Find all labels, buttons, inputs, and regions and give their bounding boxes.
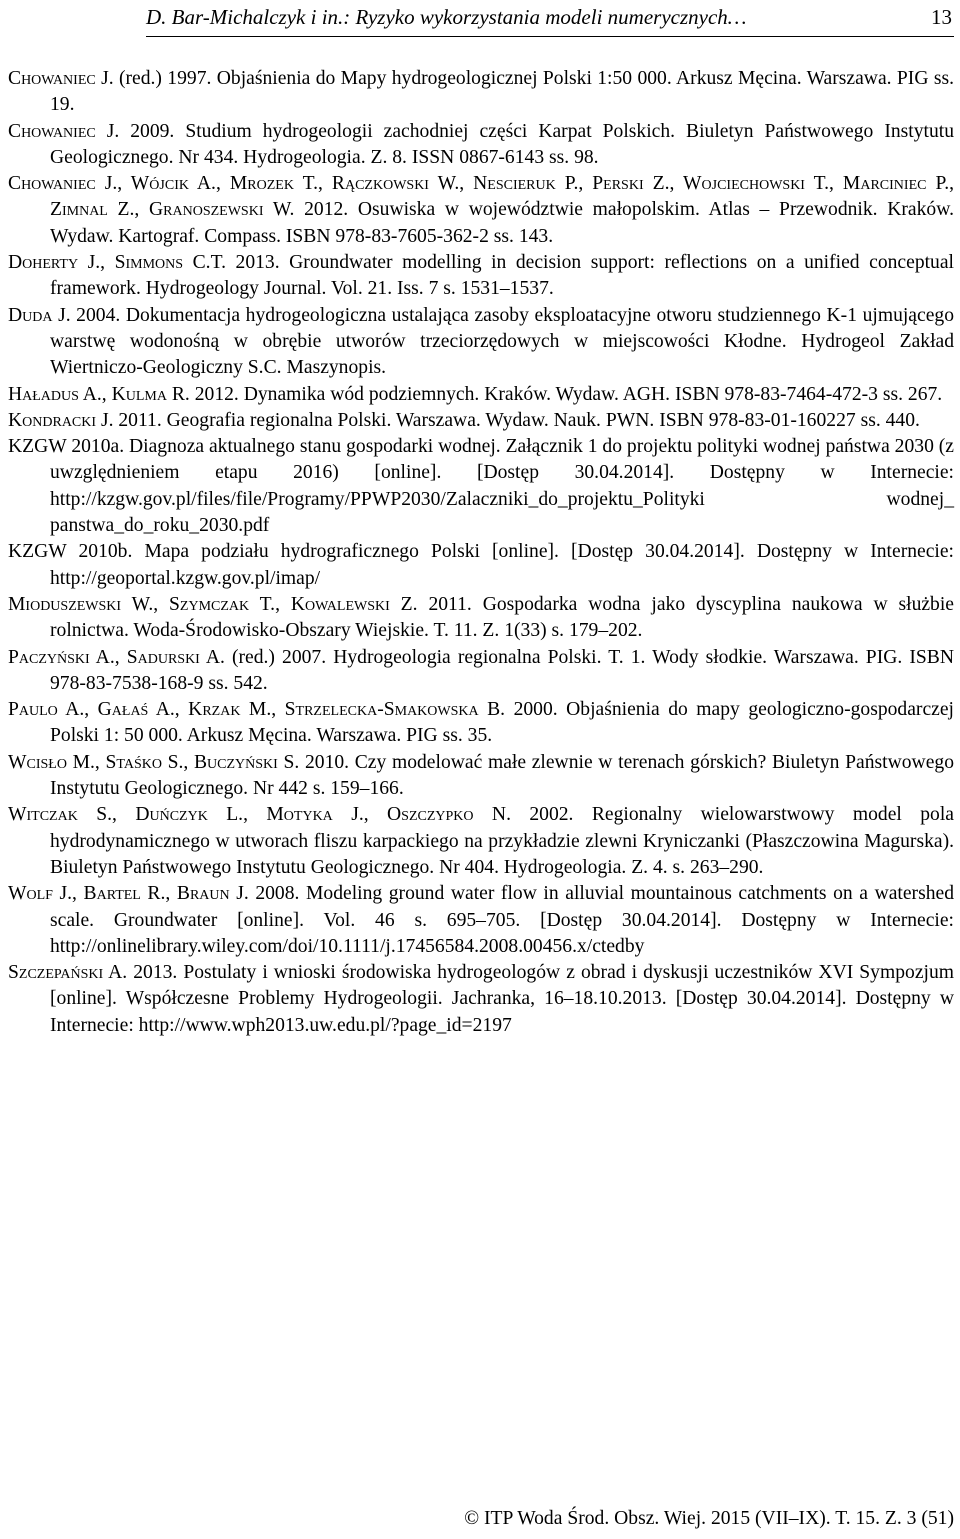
running-header (146, 2, 954, 32)
page-footer: © ITP Woda Środ. Obsz. Wiej. 2015 (VII–IX). T. 15. Z. 3 (51) (464, 1508, 954, 1529)
reference-authors: Haładus A., Kulma R. (8, 383, 190, 405)
reference-entry (8, 539, 954, 592)
reference-entry (8, 408, 954, 434)
reference-authors: Chowaniec J., Wójcik A., Mrozek T., Rączkowski W., Nescieruk P., Perski Z., Wojciechowski T., Marciniec P., Zimnal Z., Granoszewski W. (8, 173, 954, 221)
reference-entry (8, 697, 954, 750)
reference-entry (8, 382, 954, 408)
page-number: 13 (931, 5, 952, 29)
reference-entry (8, 750, 954, 803)
reference-entry (8, 66, 954, 119)
reference-authors: Doherty J., Simmons C.T. (8, 252, 226, 274)
header-divider (146, 36, 954, 37)
reference-entry (8, 171, 954, 250)
reference-authors: KZGW (8, 436, 67, 458)
reference-text: 2011. Gospodarka wodna jako dyscyplina naukowa w służbie rolnictwa. Woda-Środowisko-Obszary Wiejskie. T. 11. Z. 1(33) s. 179–202. (50, 593, 954, 642)
reference-authors: Witczak S., Duńczyk L., Motyka J., Oszczypko N. (8, 804, 511, 826)
reference-text: 2011. Geografia regionalna Polski. Warszawa. Wydaw. Nauk. PWN. ISBN 978-83-01-160227 ss. 440. (113, 409, 920, 431)
reference-text: (red.) 1997. Objaśnienia do Mapy hydrogeologicznej Polski 1:50 000. Arkusz Męcina. Warszawa. PIG ss. 19. (50, 68, 954, 116)
reference-text: 2009. Studium hydrogeologii zachodniej części Karpat Polskich. Biuletyn Państwowego Instytutu Geologicznego. Nr 434. Hydrogeologia. Z. 8. ISSN 0867-6143 ss. 98. (50, 120, 954, 168)
reference-text: 2010. Czy modelować małe zlewnie w terenach górskich? Biuletyn Państwowego Instytutu Geologicznego. Nr 442 s. 159–166. (50, 751, 954, 800)
reference-text: 2008. Modeling ground water flow in alluvial mountainous catchments on a watershed scale. Groundwater [online]. Vol. 46 s. 695–705. [Dostęp 30.04.2014]. Dostępny w Internecie: http://onlinelibrary.wiley.com/doi/10.1111/j.17456584.2008.00456.x/ctedby (50, 883, 954, 957)
reference-text: 2013. Postulaty i wnioski środowiska hydrogeologów z obrad i dyskusji uczestników XVI Sympozjum [online]. Współczesne Problemy Hydrogeologii. Jachranka, 16–18.10.2013. [Dostęp 30.04.2014]. Dostępny w Internecie: http://www.wph2013.uw.edu.pl/?page_id=2197 (50, 962, 954, 1036)
reference-text: 2000. Objaśnienia do mapy geologiczno-gospodarczej Polski 1: 50 000. Arkusz Męcina. Warszawa. PIG ss. 35. (50, 699, 954, 747)
reference-text: (red.) 2007. Hydrogeologia regionalna Polski. T. 1. Wody słodkie. Warszawa. PIG. ISBN 978-83-7538-168-9 ss. 542. (50, 646, 954, 694)
reference-entry (8, 645, 954, 698)
reference-entry (8, 802, 954, 881)
reference-text: 2012. Osuwiska w województwie małopolskim. Atlas – Przewodnik. Kraków. Wydaw. Kartograf. Compass. ISBN 978-83-7605-362-2 ss. 143. (50, 199, 954, 247)
reference-authors: Kondracki J. (8, 409, 114, 431)
running-header-title: D. Bar-Michalczyk i in.: Ryzyko wykorzystania modeli numerycznych… (146, 5, 747, 29)
reference-entry (8, 119, 954, 172)
reference-authors: Paulo A., Gałaś A., Krzak M., Strzelecka-Smakowska B. (8, 699, 506, 721)
reference-text: 2002. Regionalny wielowarstwowy model pola hydrodynamicznego w utworach fliszu karpackiego na przykładzie zlewni Kryniczanki (Płaszczowina Magurska). Biuletyn Państwowego Instytutu Geologicznego. Nr 404. Hydrogeologia. Z. 4. s. 263–290. (50, 804, 954, 878)
reference-entry (8, 592, 954, 645)
reference-authors: Paczyński A., Sadurski A. (8, 646, 225, 668)
reference-text: 2013. Groundwater modelling in decision support: reflections on a unified conceptual framework. Hydrogeology Journal. Vol. 21. Iss. 7 s. 1531–1537. (50, 252, 954, 300)
reference-list (8, 66, 954, 1039)
reference-text: 2004. Dokumentacja hydrogeologiczna ustalająca zasoby eksploatacyjne otworu studziennego K-1 ujmującego warstwę wodonośną w obrębie utworów trzeciorzędowych w miejscowości Kłodne. Hydrogeol Zakład Wiertniczo-Geologiczny S.C. Maszynopis. (50, 304, 954, 379)
reference-authors: Mioduszewski W., Szymczak T., Kowalewski Z. (8, 593, 418, 615)
reference-authors: Chowaniec J. (8, 68, 114, 89)
reference-authors: Wcisło M., Staśko S., Buczyński S. (8, 751, 300, 773)
reference-text: 2010a. Diagnoza aktualnego stanu gospodarki wodnej. Załącznik 1 do projektu polityki wodnej państwa 2030 (z uwzględnieniem etapu 2016) [online]. [Dostęp 30.04.2014]. Dostępny w Internecie: http://kzgw.gov.pl/files/file/Programy/PPWP2030/Zalaczniki_do_projektu_Polityki wodnej_ panstwa_do_roku_2030.pdf (50, 436, 954, 537)
reference-authors: Wolf J., Bartel R., Braun J. (8, 883, 249, 905)
reference-entry (8, 960, 954, 1039)
reference-text: 2012. Dynamika wód podziemnych. Kraków. Wydaw. AGH. ISBN 978-83-7464-472-3 ss. 267. (189, 383, 943, 405)
reference-authors: Duda J. (8, 304, 71, 326)
reference-authors: KZGW (8, 541, 67, 563)
reference-entry (8, 434, 954, 539)
reference-text: 2010b. Mapa podziału hydrograficznego Polski [online]. [Dostęp 30.04.2014]. Dostępny w Internecie: http://geoportal.kzgw.gov.pl/imap/ (50, 541, 954, 589)
reference-entry (8, 250, 954, 303)
reference-entry (8, 303, 954, 382)
reference-entry (8, 881, 954, 960)
reference-authors: Szczepański A. (8, 962, 128, 984)
reference-authors: Chowaniec J. (8, 120, 120, 142)
